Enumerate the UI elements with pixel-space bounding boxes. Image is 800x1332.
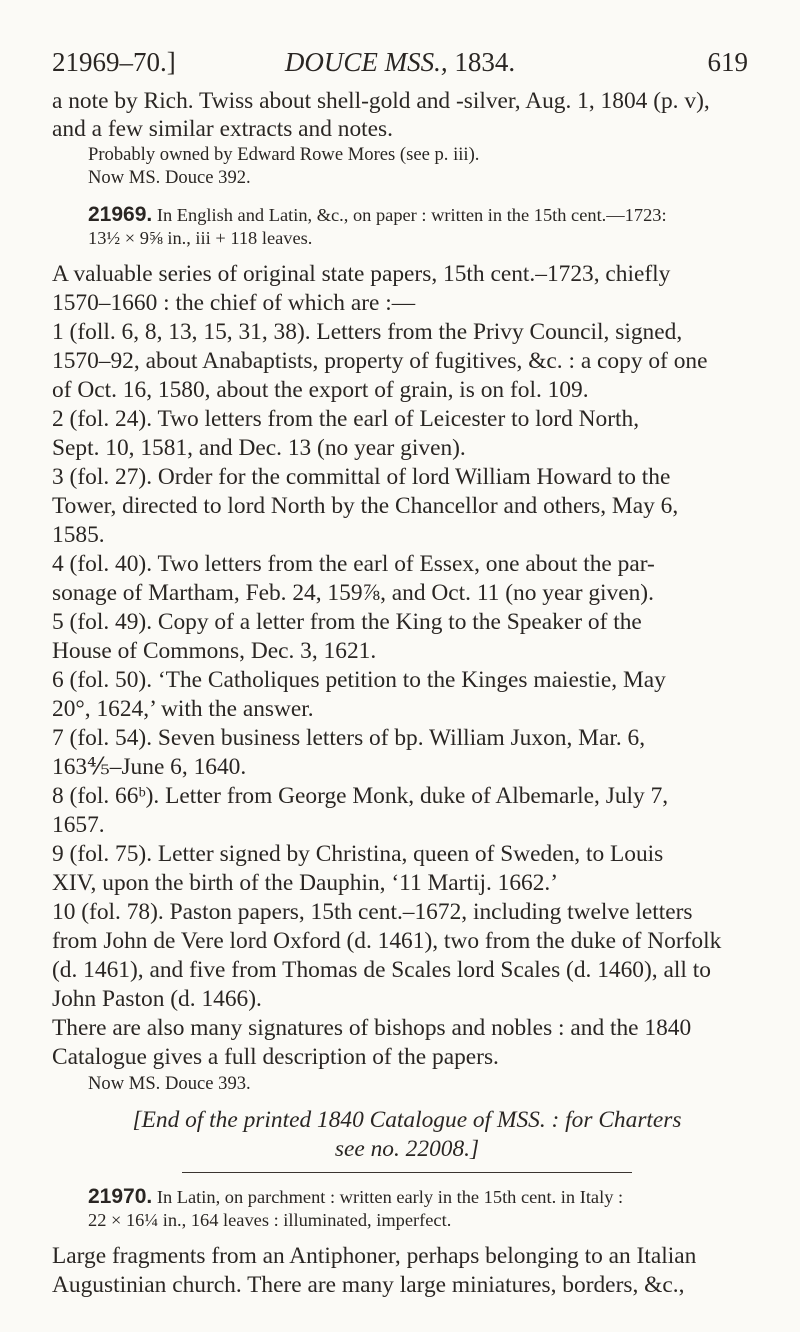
header-entry-range: 21969–70.] (52, 47, 176, 77)
item-line: Catalogue gives a full description of the papers. (52, 1044, 499, 1071)
item-line: (d. 1461), and five from Thomas de Scales lord Scales (d. 1460), all to (52, 957, 711, 984)
entry-heading-line-2: 13½ × 9⅝ in., iii + 118 leaves. (88, 228, 313, 249)
entry-heading-line-2: 22 × 16¼ in., 164 leaves : illuminated, imperfect. (88, 1210, 452, 1231)
entry-number: 21970. (88, 1185, 153, 1209)
item-line: 1 (foll. 6, 8, 13, 15, 31, 38). Letters from the Privy Council, signed, (52, 319, 683, 346)
intro-line-2: and a few similar extracts and notes. (52, 115, 393, 142)
section-divider (182, 1172, 632, 1173)
item-line: 163⅘–June 6, 1640. (52, 754, 247, 781)
item-line: House of Commons, Dec. 3, 1621. (52, 638, 377, 665)
page-body (52, 88, 762, 1300)
intro-line-1: a note by Rich. Twiss about shell-gold and -silver, Aug. 1, 1804 (p. v), (52, 88, 710, 114)
end-note-text-2: see no. 22008.] (334, 1136, 480, 1163)
end-of-catalogue-note-2 (52, 1135, 762, 1164)
page-number: 619 (707, 47, 748, 77)
item-line: 5 (fol. 49). Copy of a letter from the King to the Speaker of the (52, 609, 642, 636)
entry-21969-desc-1: A valuable series of original state papers, 15th cent.–1723, chiefly (52, 261, 671, 288)
entry-21969-desc-2: 1570–1660 : the chief of which are :— (52, 290, 416, 317)
item-line: 1657. (52, 812, 105, 839)
provenance-note: Probably owned by Edward Rowe Mores (see p. iii). (88, 144, 480, 166)
shelfmark-392: Now MS. Douce 392. (88, 167, 251, 189)
item-line: 10 (fol. 78). Paston papers, 15th cent.–1672, including twelve letters (52, 899, 693, 926)
entry-21969-heading-2 (52, 227, 762, 250)
entry-21970-desc-1: Large fragments from an Antiphoner, perhaps belonging to an Italian (52, 1243, 697, 1270)
item-line: 3 (fol. 27). Order for the committal of lord William Howard to the (52, 464, 671, 491)
item-line: 2 (fol. 24). Two letters from the earl of Leicester to lord North, (52, 406, 640, 433)
item-line: XIV, upon the birth of the Dauphin, ‘11 Martij. 1662.’ (52, 870, 559, 897)
item-line: sonage of Martham, Feb. 24, 159⅞, and Oct. 11 (no year given). (52, 580, 654, 607)
item-line: There are also many signatures of bishops and nobles : and the 1840 (52, 1015, 692, 1042)
item-line: Sept. 10, 1581, and Dec. 13 (no year given). (52, 435, 466, 462)
entry-21969-heading (52, 203, 762, 227)
entry-heading-line-1: In Latin, on parchment : written early in the 15th cent. in Italy : (156, 1187, 624, 1208)
item-line: 1570–92, about Anabaptists, property of fugitives, &c. : a copy of one (52, 348, 708, 375)
item-line: Tower, directed to lord North by the Chancellor and others, May 6, (52, 493, 679, 520)
item-line: of Oct. 16, 1580, about the export of grain, is on fol. 109. (52, 377, 589, 404)
item-line: 7 (fol. 54). Seven business letters of bp. William Juxon, Mar. 6, (52, 725, 646, 752)
header-year: 1834. (454, 47, 516, 77)
entry-number: 21969. (88, 203, 153, 227)
entry-heading-line-1: In English and Latin, &c., on paper : written in the 15th cent.—1723: (156, 205, 667, 226)
item-line: 9 (fol. 75). Letter signed by Christina, queen of Sweden, to Louis (52, 841, 664, 868)
header-title (52, 44, 748, 80)
header-title-italic: DOUCE MSS., (284, 47, 448, 77)
running-header (52, 44, 748, 80)
shelfmark-393: Now MS. Douce 393. (88, 1073, 251, 1095)
item-line: 20°, 1624,’ with the answer. (52, 696, 314, 723)
item-line: John Paston (d. 1466). (52, 986, 262, 1013)
item-line: 1585. (52, 522, 105, 549)
entry-21970-heading-2 (52, 1209, 762, 1232)
entry-21970-heading (52, 1185, 762, 1209)
end-note-text-1: [End of the printed 1840 Catalogue of MSS. : for Charters (132, 1107, 682, 1134)
entry-21970-desc-2: Augustinian church. There are many large miniatures, borders, &c., (52, 1272, 685, 1299)
item-line: 6 (fol. 50). ‘The Catholiques petition to the Kinges maiestie, May (52, 667, 666, 694)
item-line: 4 (fol. 40). Two letters from the earl of Essex, one about the par- (52, 551, 655, 578)
end-of-catalogue-note-1 (52, 1106, 762, 1135)
item-line: 8 (fol. 66ᵇ). Letter from George Monk, duke of Albemarle, July 7, (52, 783, 669, 810)
item-line: from John de Vere lord Oxford (d. 1461), two from the duke of Norfolk (52, 928, 722, 955)
